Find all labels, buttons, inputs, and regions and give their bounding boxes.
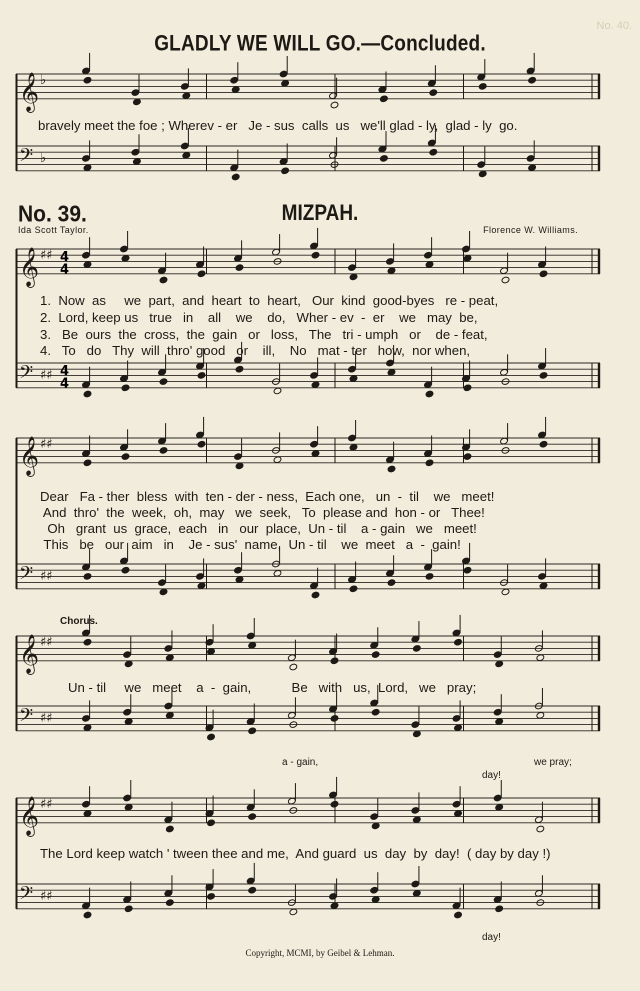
treble-staff-system-2 xyxy=(16,417,600,477)
music-system-chorus-2 xyxy=(16,786,600,946)
hymn-name: MIZPAH. xyxy=(281,201,359,226)
faint-page-mark: No. 40. xyxy=(596,20,632,32)
svg-text:♯♯: ♯♯ xyxy=(40,634,53,650)
bass-staff-chorus-2 xyxy=(16,863,600,919)
svg-text:♭: ♭ xyxy=(40,72,47,88)
lyric-day-bottom: day! xyxy=(482,932,501,943)
svg-text:♭: ♭ xyxy=(40,151,47,167)
svg-text:♯♯: ♯♯ xyxy=(40,889,53,905)
chorus-lyric-line-1: Un - til we meet a - gain, Be with us, Lord, we pray; xyxy=(68,680,477,695)
verse-2-line-2: And thro' the week, oh, may we seek, To please and hon - or Thee! xyxy=(40,505,485,520)
chorus-label: Chorus. xyxy=(60,616,98,627)
svg-text:𝄞: 𝄞 xyxy=(19,71,40,112)
music-system-1 xyxy=(16,236,600,416)
hymn-number: No. 39. xyxy=(18,201,87,228)
svg-text:𝄢: 𝄢 xyxy=(19,145,34,171)
svg-text:♯♯: ♯♯ xyxy=(40,711,53,727)
svg-text:4: 4 xyxy=(60,262,70,278)
treble-staff-system-1 xyxy=(16,228,600,288)
bass-lyric-again: a - gain, xyxy=(282,757,319,768)
verse-4-line-2: This be our aim in Je - sus' name, Un - til we meet a - gain! xyxy=(40,537,461,552)
music-system-chorus-1 xyxy=(16,628,600,768)
verse-1-line-1: 1. Now as we part, and heart to heart, Our kind good-byes re - peat, xyxy=(40,293,499,308)
svg-text:♯♯: ♯♯ xyxy=(40,247,53,263)
svg-text:♯♯: ♯♯ xyxy=(40,368,53,384)
verse-3-line-2: Oh grant us grace, each in our place, Un - til a - gain we meet! xyxy=(40,521,477,536)
verse-1-line-2: Dear Fa - ther bless with ten - der - ness, Each one, un - til we meet! xyxy=(40,489,495,504)
svg-text:𝄞: 𝄞 xyxy=(19,633,40,674)
composer-credit: Florence W. Williams. xyxy=(483,225,578,235)
verse-4-line-1: 4. To do Thy will thro' good or ill, No mat - ter how, nor when, xyxy=(40,343,471,358)
chorus-lyric-line-2: The Lord keep watch ' tween thee and me, And guard us day by day! ( day by day !) xyxy=(40,846,551,861)
svg-text:𝄢: 𝄢 xyxy=(19,362,34,388)
svg-text:4: 4 xyxy=(60,363,70,379)
treble-staff-concluded xyxy=(16,53,600,113)
svg-text:♯♯: ♯♯ xyxy=(40,569,53,585)
svg-text:𝄞: 𝄞 xyxy=(19,795,40,836)
svg-text:𝄞: 𝄞 xyxy=(19,435,40,476)
svg-text:♯♯: ♯♯ xyxy=(40,796,53,812)
bass-lyric-we-pray: we pray; xyxy=(534,757,572,768)
bass-staff-concluded xyxy=(16,125,600,181)
svg-text:𝄞: 𝄞 xyxy=(19,246,40,287)
lyric-day-top: day! xyxy=(482,770,501,781)
treble-staff-chorus-1 xyxy=(16,615,600,675)
svg-text:𝄢: 𝄢 xyxy=(19,705,34,731)
verse-2-line-1: 2. Lord, keep us true in all we do, Wher - ev - er we may be, xyxy=(40,310,478,325)
copyright-notice: Copyright, MCMI, by Geibel & Lehman. xyxy=(245,948,395,958)
svg-text:♯♯: ♯♯ xyxy=(40,436,53,452)
page-title: GLADLY WE WILL GO.—Concluded. xyxy=(154,32,486,57)
treble-staff-chorus-2 xyxy=(16,777,600,837)
svg-text:𝄢: 𝄢 xyxy=(19,883,34,909)
verse-3-line-1: 3. Be ours the cross, the gain or loss, The tri - umph or de - feat, xyxy=(40,327,488,342)
lyric-line-concluded: bravely meet the foe ; Wherev - er Je - sus calls us we'll glad - ly, glad - ly go. xyxy=(38,118,518,133)
lyricist-credit: Ida Scott Taylor. xyxy=(18,225,89,235)
svg-text:𝄢: 𝄢 xyxy=(19,563,34,589)
svg-text:4: 4 xyxy=(60,249,70,265)
svg-text:4: 4 xyxy=(60,376,70,392)
